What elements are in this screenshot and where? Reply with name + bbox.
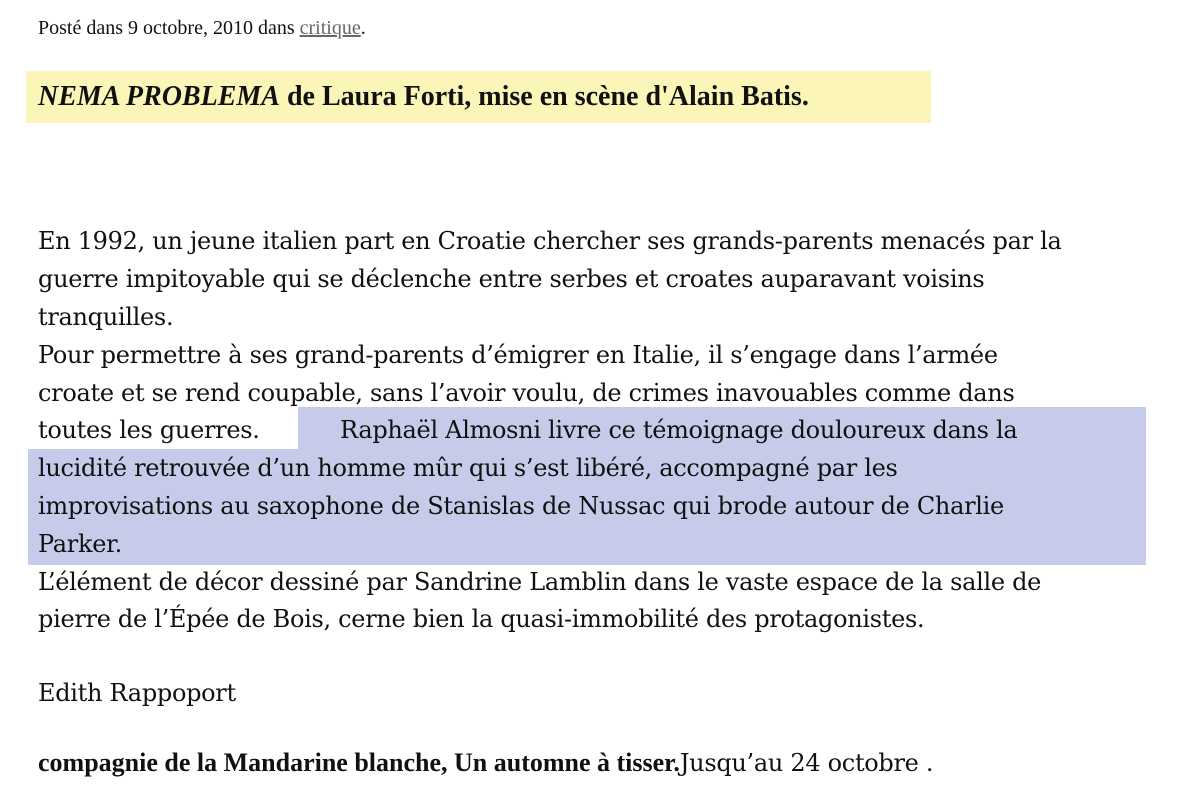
post-meta [38, 14, 366, 42]
body-line: L’élément de décor dessiné par Sandrine Lamblin dans le vaste espace de la salle de [38, 568, 1042, 596]
body-line: guerre impitoyable qui se déclenche entre serbes et croates auparavant voisins [38, 265, 985, 293]
post-meta-date: Posté dans 9 octobre, 2010 dans [38, 17, 300, 39]
run-dates: Jusqu’au 24 octobre . [679, 749, 934, 777]
post-meta-suffix: . [360, 17, 366, 39]
body-line-highlighted: improvisations au saxophone de Stanislas de Nussac qui brode autour de Charlie [38, 492, 1004, 520]
body-line: croate et se rend coupable, sans l’avoir voulu, de crimes inavouables comme dans [38, 379, 1015, 407]
body-line-highlighted: Raphaël Almosni livre ce témoignage douloureux dans la [340, 416, 1018, 444]
author-signature: Edith Rappoport [38, 679, 236, 707]
body-line: pierre de l’Épée de Bois, cerne bien la quasi-immobilité des protagonistes. [38, 605, 925, 633]
company-and-show: compagnie de la Mandarine blanche, Un automne à tisser. [38, 748, 680, 777]
body-line-highlighted: lucidité retrouvée d’un homme mûr qui s’est libéré, accompagné par les [38, 454, 898, 482]
body-line: tranquilles. [38, 303, 174, 331]
production-info [38, 745, 933, 781]
category-link[interactable]: critique [299, 17, 361, 39]
body-line-highlighted: Parker. [38, 530, 122, 558]
body-line: toutes les guerres. [38, 416, 260, 444]
article-title [38, 78, 809, 116]
body-line: Pour permettre à ses grand-parents d’émigrer en Italie, il s’engage dans l’armée [38, 341, 998, 369]
body-line: En 1992, un jeune italien part en Croatie chercher ses grands-parents menacés par la [38, 227, 1062, 255]
title-rest: de Laura Forti, mise en scène d'Alain Batis. [279, 81, 809, 112]
title-work: NEMA PROBLEMA [38, 81, 280, 112]
